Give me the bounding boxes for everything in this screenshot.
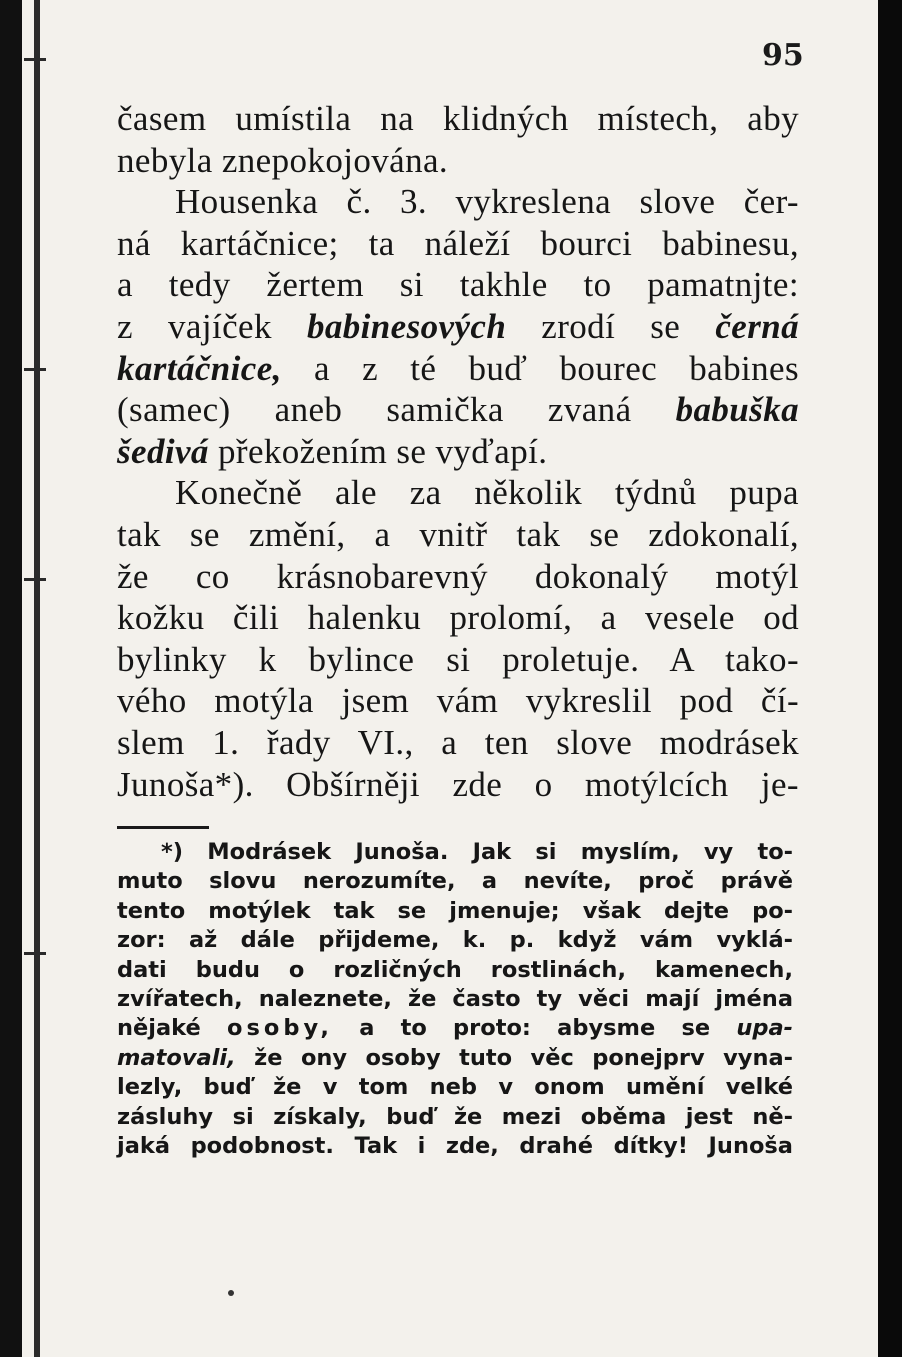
footnote-line: zor: až dále přijdeme, k. p. když vám vyklá- <box>117 927 793 954</box>
footnote-line: zásluhy si získaly, buď že mezi oběma jest ně- <box>117 1103 793 1130</box>
text-run: že ony osoby tuto věc ponejprv vyna- <box>254 1044 793 1071</box>
footnote-line <box>117 1044 793 1073</box>
text-run: a to proto: abysme se <box>359 1015 711 1042</box>
text-line: že co krásnobarevný dokonalý motýl <box>117 556 799 596</box>
footnote-separator <box>117 826 209 829</box>
italic-term: kartáčnice, <box>117 348 282 388</box>
binding-mark <box>24 952 46 955</box>
italic-term: babinesových <box>306 306 507 346</box>
text-line: Housenka č. 3. vykreslena slove čer- <box>175 182 799 222</box>
italic-term: babuška <box>675 390 799 430</box>
text-run: z vajíček <box>117 306 272 346</box>
text-line: a tedy žertem si takhle to pamatnjte: <box>117 265 799 305</box>
text-line <box>117 348 799 390</box>
main-text <box>117 98 799 805</box>
text-line: tak se změní, a vnitř tak se zdokonalí, <box>117 514 799 554</box>
footnote-line: muto slovu nerozumíte, a nevíte, proč právě <box>117 868 793 895</box>
footnote-line: lezly, buď že v tom neb v onom umění velké <box>117 1074 793 1101</box>
text-line: Konečně ale za několik týdnů pupa <box>175 473 799 513</box>
text-line: kožku čili halenku prolomí, a vesele od <box>117 598 799 638</box>
text-line <box>117 306 799 348</box>
text-line: Junoša*). Obšírněji zde o motýlcích je- <box>117 764 799 804</box>
text-line: bylinky k bylince si proletuje. A tako- <box>117 639 799 679</box>
binding-edge <box>34 0 40 1357</box>
text-line <box>117 431 799 473</box>
text-run: překožením se vyďapí. <box>217 431 548 471</box>
binding-mark <box>24 368 46 371</box>
text-line: časem umístila na klidných místech, aby <box>117 99 799 138</box>
footnote-line: *) Modrásek Junoša. Jak si myslím, vy to- <box>161 839 793 865</box>
binding-mark <box>24 58 46 61</box>
binding-mark <box>24 578 46 581</box>
print-speck <box>228 1290 234 1296</box>
footnote-line: zvířatech, naleznete, že často ty věci mají jména <box>117 986 793 1013</box>
footnote-line: dati budu o rozličných rostlinách, kamenech, <box>117 956 793 983</box>
footnote-line <box>117 1014 793 1043</box>
text-line: vého motýla jsem vám vykreslil pod čí- <box>117 681 799 721</box>
text-line: slem 1. řady VI., a ten slove modrásek <box>117 722 799 762</box>
footnote-line: tento motýlek tak se jmenuje; však dejte po- <box>117 897 793 924</box>
italic-term: upa- <box>736 1015 794 1042</box>
page-number: 95 <box>762 38 804 73</box>
scan-right-edge <box>878 0 902 1357</box>
italic-term: černá <box>715 306 799 346</box>
text-run: a z té buď bourec babines <box>313 348 799 388</box>
footnote <box>117 838 793 1161</box>
text-line: nebyla znepokojována. <box>117 140 449 180</box>
footnote-line: jaká podobnost. Tak i zde, drahé dítky! Junoša <box>117 1133 793 1160</box>
spaced-term: osoby, <box>227 1015 333 1042</box>
scan-left-shadow <box>0 0 22 1357</box>
text-line <box>117 389 799 431</box>
text-run: nějaké <box>117 1015 201 1042</box>
italic-term: matovali, <box>117 1044 236 1071</box>
italic-term: šedivá <box>117 431 209 471</box>
text-line: ná kartáčnice; ta náleží bourci babinesu, <box>117 223 799 263</box>
text-run: (samec) aneb samička zvaná <box>117 390 632 430</box>
text-run: zrodí se <box>541 306 681 346</box>
